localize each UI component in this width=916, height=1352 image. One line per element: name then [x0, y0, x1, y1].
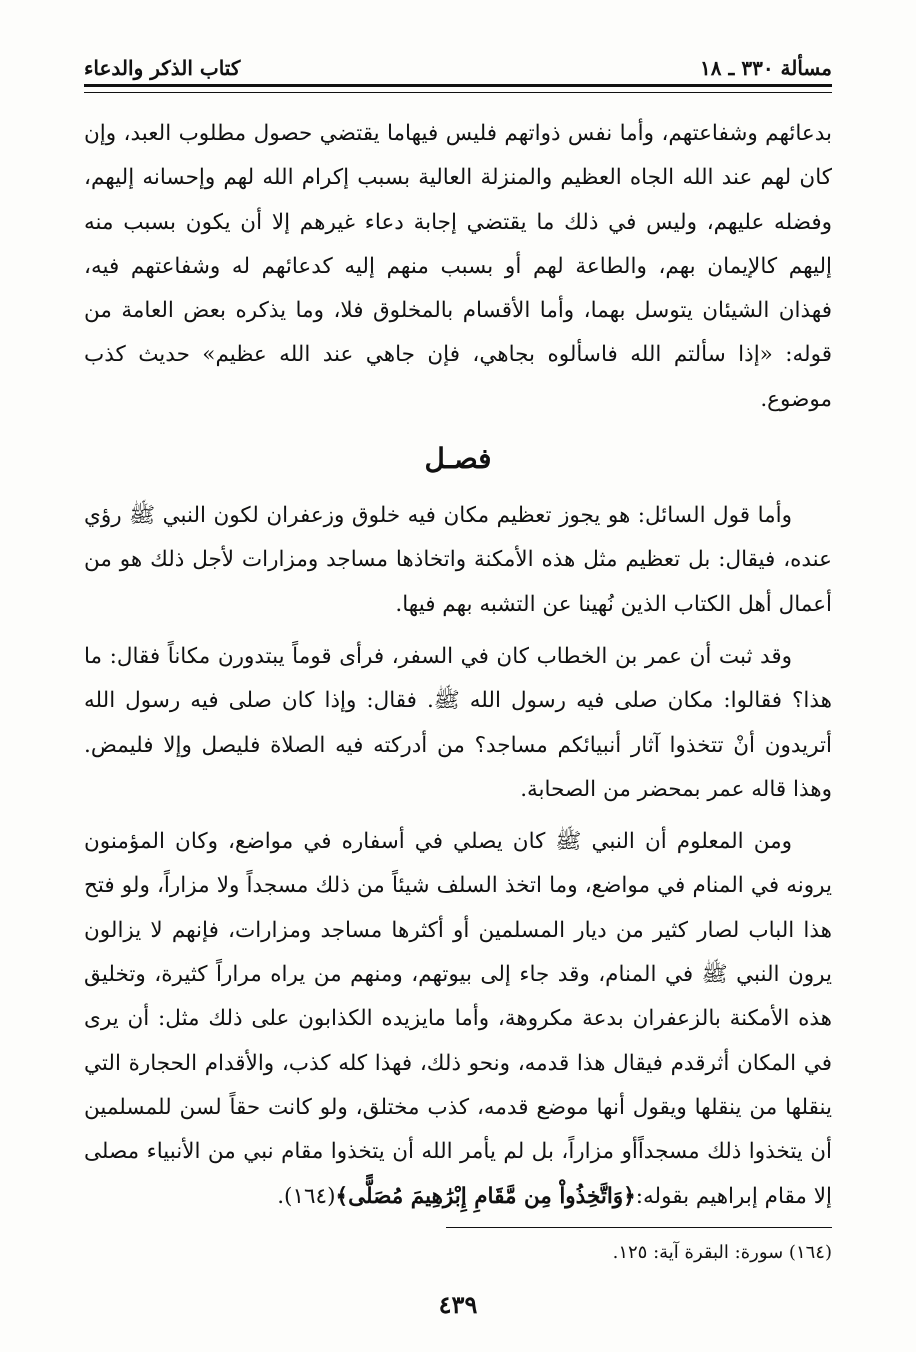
- running-head: [84, 48, 832, 80]
- paragraph-2: وأما قول السائل: هو يجوز تعظيم مكان فيه خلوق وزعفران لكون النبي ﷺ رؤي عنده، فيقال: بل تعظيم مثل هذه الأمكنة واتخاذها مساجد ومزارات لأجل ذلك هو من أعمال أهل الكتاب الذين نُهينا عن التشبه بهم فيها.: [84, 503, 832, 617]
- paragraph-4: [84, 820, 832, 1219]
- header-rule-thick: [84, 84, 832, 87]
- footnote: (١٦٤) سورة: البقرة آية: ١٢٥.: [612, 1242, 832, 1263]
- paragraph-3: وقد ثبت أن عمر بن الخطاب كان في السفر، فرأى قوماً يبتدورن مكاناً فقال: ما هذا؟ فقالوا: مكان صلى فيه رسول الله ﷺ. فقال: وإذا كان صلى فيه رسول الله أتريدون أنْ تتخذوا آثار أنبيائكم مساجد؟ من أدركته فيه الصلاة فليصل وإلا فليمض. وهذا قاله عمر بمحضر من الصحابة.: [84, 643, 832, 802]
- running-head-issue: مسألة ٣٣٠ ـ ١٨: [700, 56, 832, 80]
- paragraph-1: بدعائهم وشفاعتهم، وأما نفس ذواتهم فليس فيهاما يقتضي حصول مطلوب العبد، وإن كان لهم عند الله الجاه العظيم والمنزلة العالية بسبب إكرام الله لهم وإحسانه إليهم، وفضله عليهم، وليس في ذلك ما يقتضي إجابة دعاء غيرهم إلا أن يكون بسبب منه إليهم كالإيمان بهم، والطاعة لهم أو بسبب منهم إليه كدعائهم له وشفاعتهم فيه، فهذان الشيئان يتوسل بهما، وأما الأقسام بالمخلوق فلا، وما يذكره بعض العامة من قوله: «إذا سألتم الله فاسألوه بجاهي، فإن جاهي عند الله عظيم» حديث كذب موضوع.: [84, 121, 832, 412]
- quran-verse: ﴿وَاتَّخِذُواْ مِن مَّقَامِ إِبْرَٰهِيمَ مُصَلًّى﴾: [335, 1183, 636, 1209]
- section-heading: فصـل: [424, 442, 492, 476]
- running-head-book-title: كتاب الذكر والدعاء: [84, 56, 241, 80]
- footnote-reference: (١٦٤).: [277, 1183, 336, 1209]
- footnote-rule: [446, 1227, 832, 1228]
- header-rule-thin: [84, 92, 832, 93]
- paragraph-4-text: ومن المعلوم أن النبي ﷺ كان يصلي في أسفاره في مواضع، وكان المؤمنون يرونه في المنام في مواضع، وما اتخذ السلف شيئاً من ذلك مسجداً ولا مزاراً، ولو فتح هذا الباب لصار كثير من ديار المسلمين أو أكثرها مساجد ومزارات، فإنهم لا يزالون يرون النبي ﷺ في المنام، وقد جاء إلى بيوتهم، ومنهم من يراه مراراً كثيرة، وتخليق هذه الأمكنة بالزعفران بدعة مكروهة، وأما مايزيده الكذابون على ذلك مثل: أن يرى في المكان أثرقدم فيقال هذا قدمه، ونحو ذلك، فهذا كله كذب، والأقدام الحجارة التي ينقلها من ينقلها ويقول أنها موضع قدمه، كذب مختلق، ولو كانت حقاً لسن للمسلمين أن يتخذوا ذلك مسجداًأو مزاراً، بل لم يأمر الله أن يتخذوا مقام نبي من الأنبياء مصلى إلا مقام إبراهيم بقوله:: [84, 829, 832, 1209]
- main-text: [84, 112, 832, 1219]
- page-number: ٤٣٩: [438, 1290, 478, 1319]
